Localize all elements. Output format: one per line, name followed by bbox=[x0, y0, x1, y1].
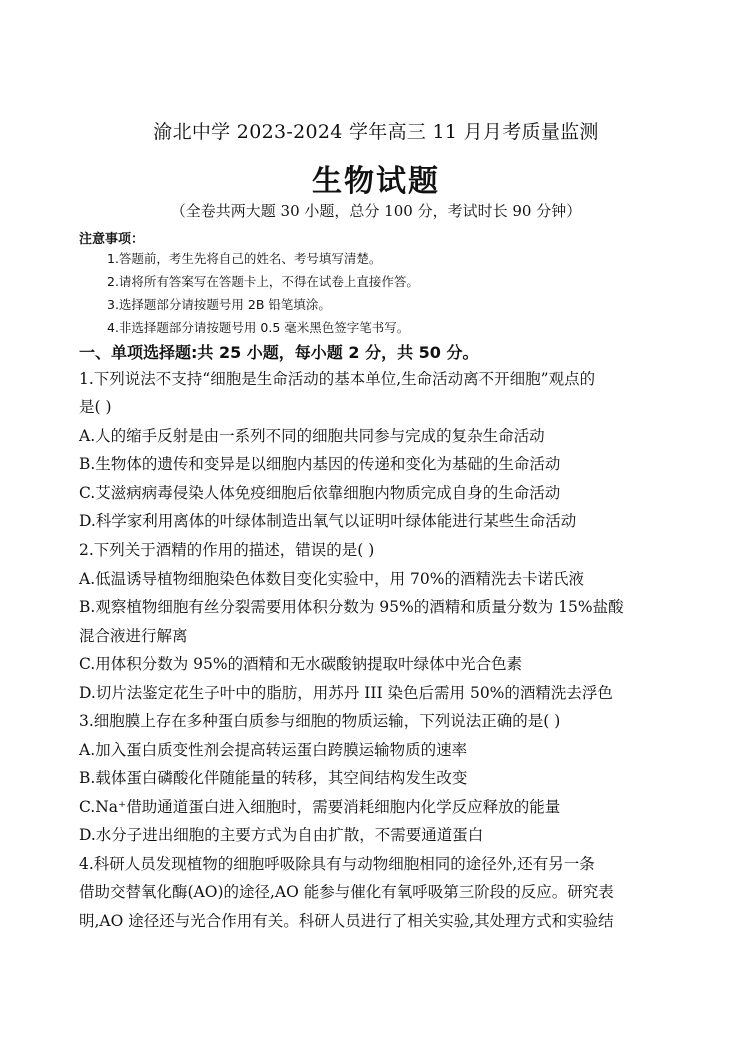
school-exam-title: 渝北中学 2023-2024 学年高三 11 月月考质量监测 bbox=[153, 121, 599, 143]
question-3-option-a: A.加入蛋白质变性剂会提高转运蛋白跨膜运输物质的速率 bbox=[79, 741, 468, 759]
section-heading: 一、单项选择题:共 25 小题，每小题 2 分，共 50 分。 bbox=[79, 343, 479, 362]
question-1-option-a: A.人的缩手反射是由一系列不同的细胞共同参与完成的复杂生命活动 bbox=[79, 427, 545, 445]
note-item: 4.非选择题部分请按题号用 0.5 毫米黑色签字笔书写。 bbox=[107, 320, 410, 335]
question-1-option-b: B.生物体的遗传和变异是以细胞内基因的传递和变化为基础的生命活动 bbox=[79, 455, 561, 473]
note-item: 3.选择题部分请按题号用 2B 铅笔填涂。 bbox=[107, 297, 331, 312]
note-item: 2.请将所有答案写在答题卡上，不得在试卷上直接作答。 bbox=[107, 274, 419, 289]
question-1-option-d: D.科学家利用离体的叶绿体制造出氧气以证明叶绿体能进行某些生命活动 bbox=[79, 512, 577, 530]
question-1-stem: 1.下列说法不支持“细胞是生命活动的基本单位,生命活动离不开细胞”观点的 bbox=[79, 370, 596, 388]
exam-info: （全卷共两大题 30 小题，总分 100 分，考试时长 90 分钟） bbox=[170, 202, 582, 220]
question-4-stem: 4.科研人员发现植物的细胞呼吸除具有与动物细胞相同的途径外,还有另一条 bbox=[79, 855, 595, 873]
subject-title: 生物试题 bbox=[312, 164, 440, 199]
question-3-option-c: C.Na⁺借助通道蛋白进入细胞时，需要消耗细胞内化学反应释放的能量 bbox=[79, 798, 561, 816]
question-1-stem-cont: 是( ) bbox=[79, 398, 112, 416]
question-3-option-d: D.水分子进出细胞的主要方式为自由扩散，不需要通道蛋白 bbox=[79, 826, 484, 844]
note-item: 1.答题前，考生先将自己的姓名、考号填写清楚。 bbox=[107, 251, 382, 266]
question-3-stem: 3.细胞膜上存在多种蛋白质参与细胞的物质运输，下列说法正确的是( ) bbox=[79, 712, 561, 730]
question-2-option-a: A.低温诱导植物细胞染色体数目变化实验中，用 70%的酒精洗去卡诺氏液 bbox=[79, 570, 585, 588]
question-4-stem-cont: 借助交替氧化酶(AO)的途径,AO 能参与催化有氧呼吸第三阶段的反应。研究表 bbox=[79, 883, 614, 901]
question-2-option-b: B.观察植物细胞有丝分裂需要用体积分数为 95%的酒精和质量分数为 15%盐酸 bbox=[79, 598, 624, 616]
question-4-stem-cont: 明,AO 途径还与光合作用有关。科研人员进行了相关实验,其处理方式和实验结 bbox=[79, 912, 614, 930]
question-2-stem: 2.下列关于酒精的作用的描述，错误的是( ) bbox=[79, 541, 375, 559]
question-2-option-d: D.切片法鉴定花生子叶中的脂肪，用苏丹 III 染色后需用 50%的酒精洗去浮色 bbox=[79, 684, 613, 702]
question-2-option-c: C.用体积分数为 95%的酒精和无水碳酸钠提取叶绿体中光合色素 bbox=[79, 655, 523, 673]
question-2-option-b-cont: 混合液进行解离 bbox=[79, 627, 188, 645]
question-1-option-c: C.艾滋病病毒侵染人体免疫细胞后依靠细胞内物质完成自身的生命活动 bbox=[79, 484, 561, 502]
notes-heading: 注意事项： bbox=[79, 232, 145, 247]
question-3-option-b: B.载体蛋白磷酸化伴随能量的转移，其空间结构发生改变 bbox=[79, 769, 468, 787]
